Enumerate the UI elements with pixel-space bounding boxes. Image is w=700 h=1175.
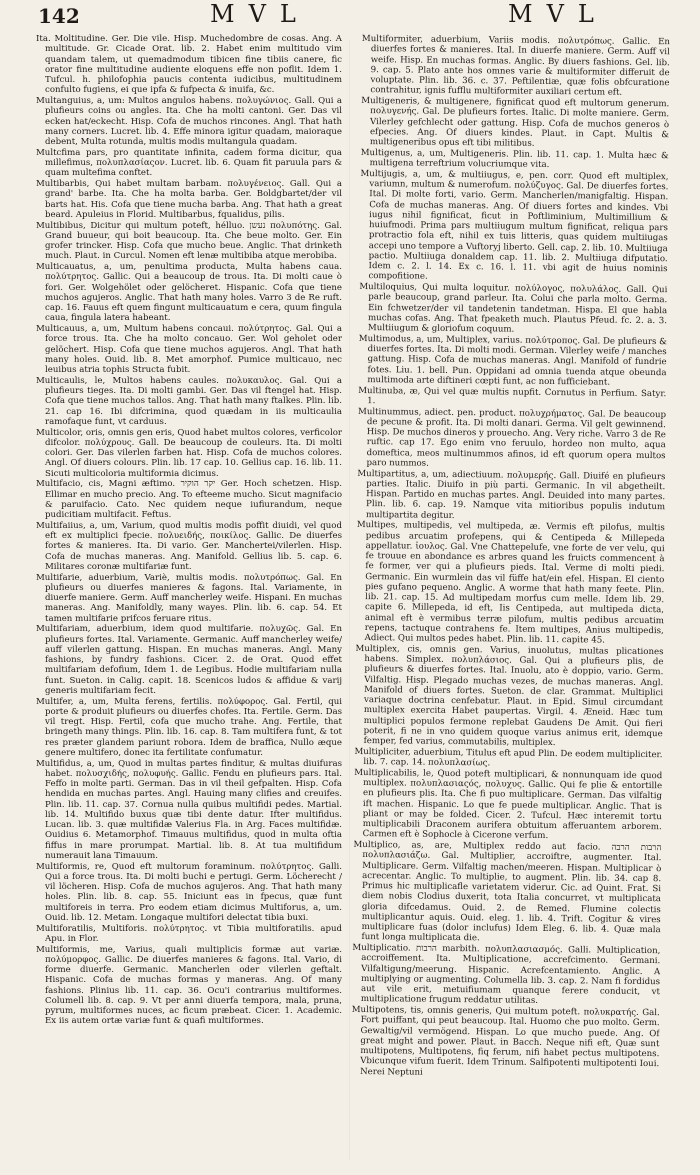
dictionary-entry: Multifer, a, um, Multa ferens, fertilis. πολύφορος. Gal. Fertil, qui porte & produit plufieurs ou diuerfes chofes. Ita. Fertile. Germ. Das vil tregt. Hisp. Fertil, cofa que mucho trahe. Ang. Fertile, that bringeth many things. Plin. lib. 16. cap. 8. Tam multifera funt, & tot res præter glandem pariunt robora. Idem de braffica, Nullo æque genere multifero, donec ita fertilitate confumatur. [36, 696, 342, 758]
dictionary-entry: Multicolor, oris, omnis gen eris, Quod habet multos colores, verficolor difcolor. πολύχρους. Gall. De beaucoup de couleurs. Ita. Di molti colori. Ger. Das vilerlen farben hat. Hisp. Cofa de muchos colores. Angl. Of diuers colours. Plin. lib. 17 cap. 10. Gellius cap. 16. lib. 11. Sicuti multicoloria multiformia dicimus. [36, 427, 342, 479]
dictionary-entry: Multicaulis, le, Multos habens caules. πολυκαυλος. Gal. Qui a plufieurs tieges. Ita. Di molti gambi. Ger. Das vil ftengel hat. Hisp. Cofa que tiene muchos tallos. Ang. That hath many ftalkes. Plin. lib. 21. cap 16. Ibi difcrimina, quod quædam in iis multicaulia ramofaque funt, vt carduus. [36, 375, 342, 427]
dictionary-entry: Multipliciter, aduerbium, Titulus eft apud Plin. De eodem multipliciter. lib. 7. cap. 14. πολυπλασίως. [354, 746, 663, 769]
dictionary-entry: Multiplex, cis, omnis gen. Varius, inuolutus, multas plicationes habens. Simplex. πολυπλάσιος. Gal. Qui a plufieurs plis, de plufieurs & diuerfes fortes. Ital. Inuolu, ato è doppio, vario. Germ. Vilfaltig. Hisp. Plegado muchas vezes, de muchas maneras. Angl. Manifold of diuers fortes. Sueton. de clar. Grammat. Multiplici variaque doctrina cenfebatur. Plaut. in Epid. Simul circumdant multiplex exercita Habet paupertas. Virgil. 4. Æneid. Hæc tum multiplici populos fermone replebat Gaudens De Amit. Qui fieri poterit, fi ne in vno quidem quoque varius animus erit, idemque femper, fed varius, commutabilis, multiplex. [355, 643, 664, 749]
dictionary-entry: Multicauatus, a, um, penultima producta, Multa habens caua. πολύτρητος. Gallic. Qui a beaucoup de trous. Ita. Di molti caue ò fori. Ger. Wolgehölet oder gelöcheret. Hispanic. Cofa que tiene muchos agujeros. Anglic. That hath many holes. Varro 3 de Re ruft. cap. 16. Fauus eft quem fingunt multicauatum e cera, quum fingula caua, fingula latera habeant. [36, 262, 342, 324]
dictionary-entry: Multijugis, a, um, & multiiugus, e, pen. corr. Quod eft multiplex, variumn, multum & numerofum. πολύζυγος. Gal. De diuerfes fortes. Ital. Di molte forti, vario. Germ. Mancherlen/manigfaltig. Hispan. Cofa de muchas maneras. Ang. Of diuers fortes and kindes. Vbi iugus nihil fignificat, ficut in Poftliminium, Multimillium & huiufmodi. Prima pars multiiugum multum fignificat, reliqua pars protractio fola eft, nihil ex tuis litteris, quas quidem multiiugas accepi uno tempore a Vuftoryj liberto. Gell. cap. 2. lib. 10. Multiiuga pactio. Multiiuga donaldem cap. 11. lib. 2. Multiiuga difputatio. Idem c. 2. l. 14. Ex c. 16. l. 11. vbi agit de huius nominis compofitione. [360, 168, 669, 282]
dictionary-entry: Multiplicatio. הרבות marbith. πολυπλασιασμός. Galli. Multiplication, accroiffement. Ita. Multiplicatione, accrefcimento. Germani. Vilfaltigung/meerung. Hispanic. Acrefcentamiento. Anglic. A multiplying or augmenting. Columella lib. 3. cap. 2. Nam fi fordidus aut vile erit, metuifiumam quanque ferere conducit, vt multiplicatione frugum reddatur utilitas. [352, 942, 661, 1007]
running-head-left: MVL [210, 0, 310, 28]
dictionary-entry: Multicauus, a, um, Multum habens concaui. πολύτρητος. Gal. Qui a force trous. Ita. Che ha molto concauo. Ger. Wol geholet oder gelöchert. Hisp. Cofa que tiene muchos agujeros. Angl. That hath many holes. Ouid. lib. 8. Met amorphof. Pumice multicauo, nec leuibus atria tophis Structa fubit. [36, 324, 342, 375]
dictionary-entry: Multifariam, aduerbium, idem quod multifarie. πολυχῶς. Gal. En plufieurs fortes. Ital. Variamente. Germanic. Auff mancherley weife/ auff vilerlen gattung. Hispan. En muchas maneras. Angl. Many fashions, by fundry fashions. Cicer. 2. de Orat. Quod effet multifariam defofium, Idem 1. de Legibus. Hodie multifariam nulla funt. Sueton. in Calig. capit. 18. Scenicos ludos & affidue & varij generis multifariam fecit. [36, 624, 342, 696]
dictionary-entry: Multigenus, a, um, Multigeneris. Plin. lib. 11. cap. 1. Multa hæc & multigena terreftrium volucriumque vita. [360, 147, 669, 170]
dictionary-entry: Ita. Moltitudine. Ger. Die vile. Hisp. Muchedombre de cosas. Ang. A multitude. Gr. Cicade Orat. lib. 2. Habet enim multitudo vim quandam talem, ut quemadmodum tibicen fine tibiis canere, fic orator fine multitudine audiente eloquens effe non poflit. Idem 1. Tufcul. h. philofophia paucis contenta iudicibus, multitudinem confulto fugiens, ei que ipfa & fufpecta & inuifa, &c. [36, 34, 342, 96]
dictionary-entry: Multanguius, a, um: Multos angulos habens. πολυγώνιος. Gall. Qui a plufieurs coins ou angles. Ita. Che ha molti cantoni. Ger. Das vil ecken hat/eckecht. Hisp. Cofa de muchos rincones. Angl. That hath many corners. Lucret. lib. 4. Effe minora igitur quadam, maioraque debent, Multa rotunda, multis modis multangula quadam. [36, 96, 342, 147]
dictionary-entry: Multigeneris, & multigenere, fignificat quod eft multorum generum. πολυγενής. Gal. De plufieurs fortes. Italic. Di molte maniere. Germ. Vilerley gefchlecht oder gattung. Hisp. Cofa de muchos generos ò efpecies. Ang. Of diuers kindes. Plaut. in Capt. Multis & multigeneribus opus eft tibi militibus. [361, 95, 670, 149]
dictionary-entry: Multiformis, re, Quod eft multorum foraminum. πολύτρητος. Galli. Qui a force trous. Ita. Di molti buchi e pertugi. Germ. Löcherecht / vil löcheren. Hisp. Cofa de muchos agujeros. Ang. That hath many holes. Plin. lib. 8. cap. 55. Iniciunt eas in fpecus, quæ funt multiforeis in terra. Pro eodem etiam dicimus Multiforus, a, um. Ouid. lib. 12. Metam. Longaque multifori delectat tibia buxi. [36, 861, 342, 923]
running-head-right: MVL [508, 0, 608, 28]
dictionary-entry: Multcfima pars, pro quantitate infinita, cadem forma dicitur, qua millefimus, πολυπλασίαςον. Lucret. lib. 6. Quam fit paruula pars & quam multefima conftet. [36, 147, 342, 179]
dictionary-entry: Multifacio, cis, Magni æftimo. יקר הוקיר Ger. Hoch schetzen. Hisp. Ellimar en mucho precio. Ang. To efteeme mucho. Sicut magnifacio & paruifacio. Cato. Nec quidem neque iufiurandum, neque pudicitiam multifacit. Feftus. [36, 479, 342, 520]
dictionary-entry: Multifidus, a, um, Quod in multas partes finditur, & multas diuifuras habet. πολυσχιδής, πολυφυής. Gallic. Fendu en plufieurs pars. Ital. Feffo in molte parti. German. Das in vil theil gefpalten. Hisp. Cofa hendida en muchas partes. Angl. Hauing many clifies and creuifes. Plin. lib. 11. cap. 37. Cornua nulla quibus multifidi pedes. Martial. lib. 14. Multifido buxus quæ tibi dente datur. Ifter multifidus. Lucan. lib. 3. quæ multifidæ Valerius Fla. in Arg. Faces multifidæ. Ouidius 6. Metamorphof. Timauus multifidus, quod in multa oftia fiffus in mare prorumpat. Martial. lib. 8. At tua multifidum numerauit lana Timauum. [36, 758, 342, 861]
dictionary-entry: Multibarbis, Qui habet multam barbam. πολυγένειος. Gall. Qui a grand' barbe. Ita. Che ha molta barba. Ger. Boldgbartet/der vil barts hat. His. Cofa que tiene mucha barba. Ang. That hath a great beard. Apuleius in Florid. Multibarbus, fqualidus, pilis. [36, 179, 342, 220]
dictionary-entry: Multinuba, æ, Qui vel quæ multis nupfit. Cornutus in Perfium. Satyr. 1. [358, 385, 667, 406]
dictionary-entry: Multiloquius, Qui multa loquitur. πολύλογος, πολυλάλος. Gall. Qui parle beaucoup, grand parleur. Ita. Colui che parla molto. Germa. Ein fchwetzer/der vil tandetenin tandetman. Hispa. El que habla muchas cofas. Ang. That fpeaketh much. Plautus Pfeud. fc. 2. a. 3. Multiiugum & gloriofum coquum. [359, 281, 668, 335]
right-column [350, 34, 670, 1172]
dictionary-entry: Multiplico, as, are, Multiplex reddo aut facio. הרבות הרבה πολυπλασιάζω. Gal. Multiplier, accroiftre, augmenter. Ital. Multiplicare. Germ. Vilfaltig machen/meeren. Hispan. Multiplicar ò acrecentar. Anglic. To multiplie, to augment. Plin. lib. 34. cap 8. Primus hic multiplicafle varietatem viderur. Cic. ad Quint. Frat. Si diem nobis Clodius duxerit, tota Italia concurret, vt multiplicata gloria difcedamus. Ouid. 2. de Remed. Flumine colectis multiplicantur aquis. Ouid. eleg. 1. lib. 4. Trift. Cogitur & vires multiplicare fuas (dolor inclufus) Idem Eleg. 6. lib. 4. Quæ mala funt longa multiplicata die. [353, 839, 662, 944]
page-number: 142 [38, 4, 80, 28]
dictionary-entry: Multiformiter, aduerbium, Variis modis. πολυτρόπως. Gallic. En diuerfes fortes & manieres. Ital. In diuerfe maniere. Germ. Auff vil weife. Hisp. En muchas formas. Anglic. By diuers fashions. Gel. lib. 9. cap. 5. Plato ante hos omnes varie & multiformiter differuit de voluptate. Plin. lib. 36. c. 37. Peftilentiæ, quæ folis obfcuratione contrahitur, ignis fufflu multiformiter auxiliari certum eft. [361, 34, 670, 98]
dictionary-entry: Multipartitus, a, um, adiectiuum. πολυμερής. Gall. Diuifé en plufieurs parties. Italic. Diuifo in più parti. Germanic. In vil abgetheilt. Hispan. Partido en muchas partes. Angl. Deuided into many partes. Plin. lib. 6. cap. 19. Namque vita mitioribus populis indutum multipartita degitur. [357, 468, 666, 521]
left-column [36, 34, 342, 1169]
dictionary-entry: Multiformis, me, Varius, quali multiplicis formæ aut variæ. πολύμορφος. Gallic. De diuerfes manieres & fagons. Ital. Vario, di forme diuerfe. Germanic. Mancherlen oder vilerlen geftalt. Hispanic. Cofa de muchas formas y maneras. Ang. Of many fashions. Plinius lib. 11. cap. 36. Ocu'i contrarius multiformes. Columell lib. 8. cap. 9. Vt per anni diuerfa tempora, mala, pruna, pyrum, multiformes nuces, ac ficum præbeat. Cicer. 1. Academic. Ex iis autem ortæ variæ funt & quafi multiformes. [36, 944, 342, 1027]
dictionary-entry: Multifarie, aduerbium, Variè, multis modis. πολυτρόπως. Gal. En plufieurs ou diuerfes manieres & fagons. Ital. Variamente, in diuerfe maniere. Germ. Auff mancherley weife. Hispani. En muchas maneras. Ang. Manifoldly, many wayes. Plin. lib. 6. cap. 54. Et tamen multifarie prifcos feruare ritus. [36, 572, 342, 624]
dictionary-entry: Multimodus, a, um, Multiplex, varius. πολύτροπος. Gal. De plufieurs & diuerfes fortes. Ita. Di molti modi. German. Vilerley weife / manches gattung. Hisp. Cofa de muchas maneras. Angl. Manifold of fundrie fotes. Liu. 1. bell. Pun. Oppidani ad omnia tuenda atque obeunda multimoda arte diftineri cœpti funt, ac non fufficiebant. [358, 333, 667, 388]
dictionary-entry: Multipotens, tis, omnis generis, Qui multum poteft. πολυκρατής. Gal. Fort puiffant, qui peut beaucoup. Ital. Huomo che puo molto. Germ. Gewaltig/vil vermögend. Hispan. Lo que mucho puede. Ang. Of great might and power. Plaut. in Bacch. Neque nifi eft, Quæ sunt multipotens, Multipotens, fiq ferum, nifi habet pectus multipotens. Vbicunque vifum fuerit. Idem Trinum. Salfipotenti multipotenti Ioui. Nerei Neptuni [351, 1004, 660, 1078]
page-header [0, 0, 700, 34]
column-gutter [349, 40, 350, 1160]
dictionary-entry: Multiplicabilis, le, Quod poteft multiplicari, & nonnunquam ide quod multiplex. πολυπλασιαςός, πολυχυς. Gallic. Qui fe plie & entortille en plufieurs plis. Ita. Che fi puo multiplicare. German. Das vilfaltig ift machen. Hispanic. Lo que fe puede multiplicar. Anglic. That is pliant or may be folded. Cicer. 2. Tufcul. Hæc interemit tortu multiplicabili Draconem aurifera obtuitum afferuantem arborem. Carmen eft è Sophocle à Cicerone verfum. [354, 767, 663, 842]
dictionary-entry: Multinummus, adiect. pen. product. πολυχρήματος. Gal. De beaucoup de pecune & profit. Ita. Di molti danari. Germa. Vil gelt gewinnend. Hisp. De muchos dineros y prouecho. Ang. Very riche. Varro 3 de Re ruftic. cap 17. Ego enim vno feruulo, hordeo non multo, aqua domeftica, meos multinummos afinos, id eft quorum opera multos paro nummos. [357, 406, 667, 469]
dictionary-entry: Multipes, multipedis, vel multipeda, æ. Vermis eft pilofus, multis pedibus arcuatim profepens, qui & Centipeda & Millepeda appellatur. ἰουλος. Gal. Vne Chattepelufe, vne forte de ver velu, qui fe trouue en abondance es arbres quand les fruicts commencent à fe former, ver qui a plufieurs pieds. Ital. Verme di molti piedi. Germanic. Ein wurmlein das vil füffe hat/ein efel. Hispan. El ciento pies gufano pequeno. Anglic. A worme that hath many feete. Plin. lib. 21. cap. 15. Ad multipedam morfus cum melle. Idem lib. 29. capite 6. Millepeda, id eft, Iis Centipeda, aut multipeda dicta, animal eft è vermibus terræ pilofum, multis pedibus arcuatim repens, tactuque contrahens fe. Item multipes, Anius multipedis, Adiect. Qui multos pedes habet. Plin. lib. 11. capite 45. [356, 520, 665, 646]
dictionary-entry: Multiforatilis, Multiforis. πολύτρητος. vt Tibia multiforatilis. apud Apu. in Flor. [36, 923, 342, 944]
dictionary-entry: Multifaiius, a, um, Varium, quod multis modis poffit diuidi, vel quod eft ex multiplici fpecie. πολυειδής, ποικίλος. Gallic. De diuerfes fortes & manieres. Ita. Di vario. Ger. Manchertei/vilerlen. Hisp. Cofa de muchas maneras. Ang. Manifold. Gellius lib. 5. cap. 6. Militares coronæ multifariæ funt. [36, 520, 342, 572]
dictionary-entry: Multibibus, Dicitur qui multum poteft, hélluo. נעשן πολυπότης. Gal. Grand buueur, qui boit beaucoup. Ita. Che beue molto. Ger. Ein grofer trincker. Hisp. Cofa que mucho beue. Anglic. That drinketh much. Plaut. in Curcul. Nomen eft lenæ multibiba atque merobiba. [36, 220, 342, 262]
